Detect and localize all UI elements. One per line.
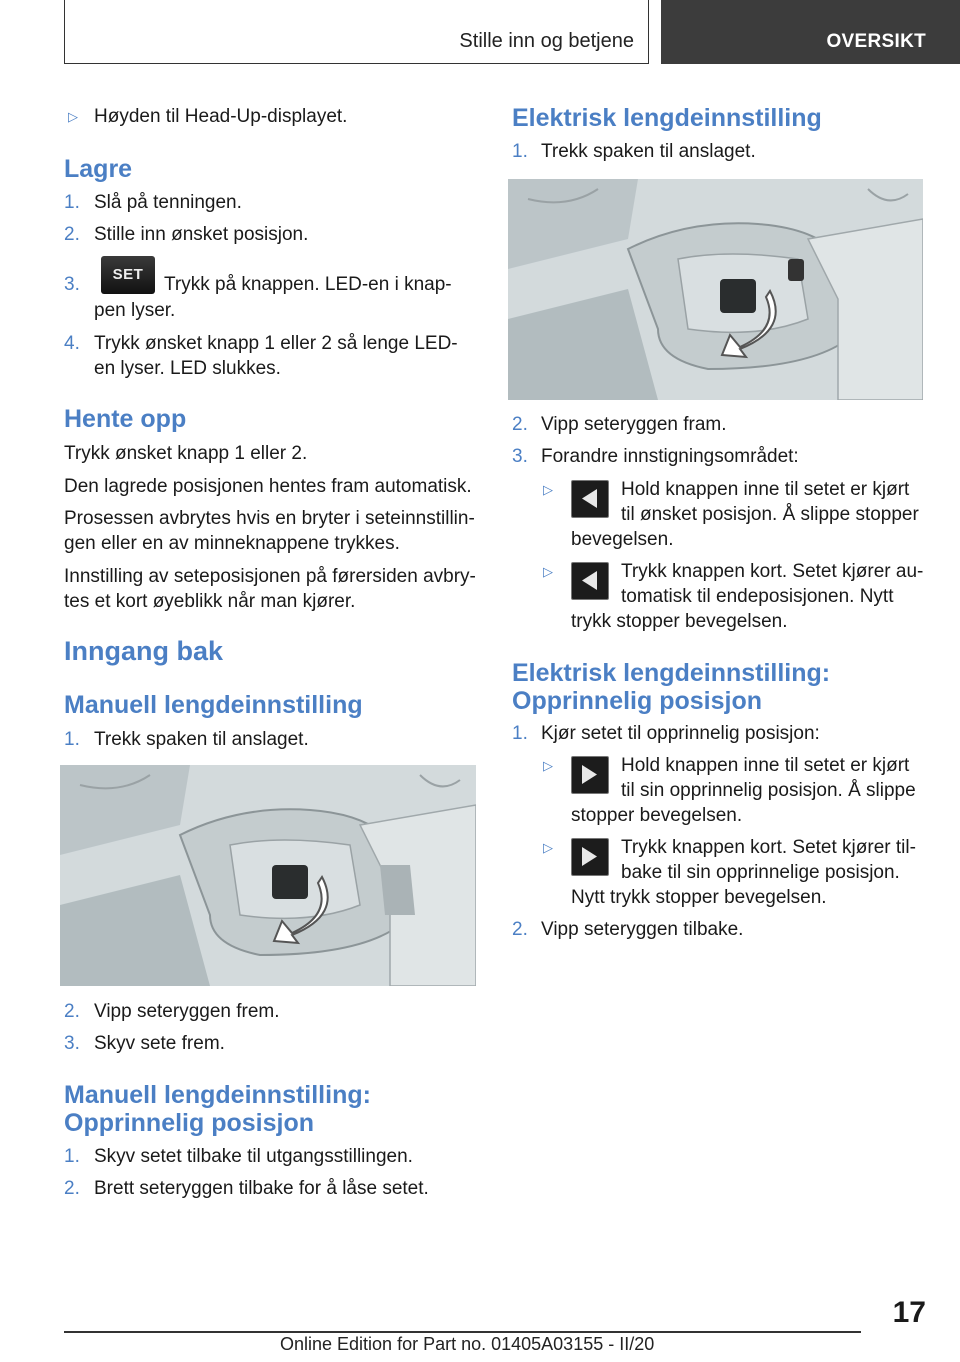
step-text: Vipp seteryggen tilbake. (541, 919, 744, 940)
set-button-icon: SET (101, 256, 155, 294)
bullet-text: Høyden til Head-Up-displayet. (94, 106, 348, 127)
step-text: Vipp seteryggen fram. (541, 414, 727, 435)
step-number: 1. (512, 141, 528, 162)
step-text: Kjør setet til opprinnelig posisjon: (541, 723, 820, 744)
step-text: Brett seteryggen tilbake for å låse setet. (94, 1178, 429, 1199)
bullet-text: Hold knappen inne til setet er kjørt (621, 755, 910, 776)
bullet-text: tomatisk til endeposisjonen. Nytt (621, 586, 894, 607)
step-number: 1. (512, 723, 528, 744)
step-text: Trekk spaken til anslaget. (94, 729, 309, 750)
step-number: 2. (64, 1001, 80, 1022)
step-text: Forandre innstigningsområdet: (541, 446, 799, 467)
bullet-marker: ▷ (543, 840, 553, 855)
arrow-right-button-icon (571, 838, 609, 876)
step-number: 4. (64, 333, 80, 354)
step-number: 2. (64, 1178, 80, 1199)
header-tab (661, 0, 960, 64)
heading-elektrisk: Elektrisk lengdeinnstilling (512, 104, 822, 132)
step-text: Slå på tenningen. (94, 192, 242, 213)
step-text: Vipp seteryggen frem. (94, 1001, 280, 1022)
arrow-left-button-icon (571, 480, 609, 518)
paragraph-line: Trykk ønsket knapp 1 eller 2. (64, 443, 308, 464)
bullet-text: Hold knappen inne til setet er kjørt (621, 479, 910, 500)
bullet-text: trykk stopper bevegelsen. (571, 611, 788, 632)
step-number: 1. (64, 729, 80, 750)
paragraph-line: Innstilling av seteposisjonen på førersiden avbry- (64, 566, 476, 587)
header-tab-label: OVERSIKT (826, 31, 926, 52)
step-text: Skyv sete frem. (94, 1033, 225, 1054)
bullet-text: til sin opprinnelig posisjon. Å slippe (621, 780, 916, 801)
step-text: Trykk ønsket knapp 1 eller 2 så lenge LED- (94, 333, 458, 354)
step-number: 2. (64, 224, 80, 245)
bullet-marker: ▷ (68, 109, 78, 124)
header-section-box (64, 0, 649, 64)
footer-divider (64, 1331, 861, 1333)
step-number: 3. (64, 274, 80, 295)
step-text: Trykk på knappen. LED-en i knap- (164, 274, 452, 295)
heading-elektrisk-opp-1: Elektrisk lengdeinnstilling: (512, 659, 831, 687)
step-text: Stille inn ønsket posisjon. (94, 224, 309, 245)
header-section-title: Stille inn og betjene (459, 30, 634, 52)
bullet-marker: ▷ (543, 482, 553, 497)
footer-edition: Online Edition for Part no. 01405A03155 - II/20 (280, 1334, 655, 1354)
paragraph-line: Prosessen avbrytes hvis en bryter i seteinnstillin- (64, 508, 475, 529)
seat-lever-illustration-electric (508, 179, 923, 400)
bullet-text: bevegelsen. (571, 529, 674, 550)
step-text: Skyv setet tilbake til utgangsstillingen. (94, 1146, 413, 1167)
step-number: 2. (512, 414, 528, 435)
bullet-marker: ▷ (543, 564, 553, 579)
bullet-marker: ▷ (543, 758, 553, 773)
heading-lagre: Lagre (64, 155, 133, 183)
paragraph-line: Den lagrede posisjonen hentes fram automatisk. (64, 476, 472, 497)
heading-elektrisk-opp-2: Opprinnelig posisjon (512, 687, 762, 715)
heading-hente-opp: Hente opp (64, 405, 187, 433)
page-number: 17 (892, 1296, 926, 1329)
step-text: en lyser. LED slukkes. (94, 358, 281, 379)
step-number: 1. (64, 192, 80, 213)
arrow-right-button-icon (571, 756, 609, 794)
bullet-text: stopper bevegelsen. (571, 805, 743, 826)
bullet-text: Trykk knappen kort. Setet kjører au- (621, 561, 924, 582)
seat-lever-illustration (60, 765, 476, 986)
bullet-text: Nytt trykk stopper bevegelsen. (571, 887, 827, 908)
step-text: Trekk spaken til anslaget. (541, 141, 756, 162)
arrow-left-button-icon (571, 562, 609, 600)
heading-manuell-opp-2: Opprinnelig posisjon (64, 1109, 314, 1137)
heading-manuell: Manuell lengdeinnstilling (64, 691, 363, 719)
bullet-text: Trykk knappen kort. Setet kjører til- (621, 837, 916, 858)
step-text: pen lyser. (94, 300, 176, 321)
paragraph-line: tes et kort øyeblikk når man kjører. (64, 591, 356, 612)
heading-manuell-opp-1: Manuell lengdeinnstilling: (64, 1081, 371, 1109)
bullet-text: bake til sin opprinnelige posisjon. (621, 862, 900, 883)
step-number: 3. (64, 1033, 80, 1054)
step-number: 1. (64, 1146, 80, 1167)
heading-inngang-bak: Inngang bak (64, 636, 224, 666)
bullet-text: til ønsket posisjon. Å slippe stopper (621, 504, 919, 525)
paragraph-line: gen eller en av minneknappene trykkes. (64, 533, 400, 554)
step-number: 2. (512, 919, 528, 940)
step-number: 3. (512, 446, 528, 467)
